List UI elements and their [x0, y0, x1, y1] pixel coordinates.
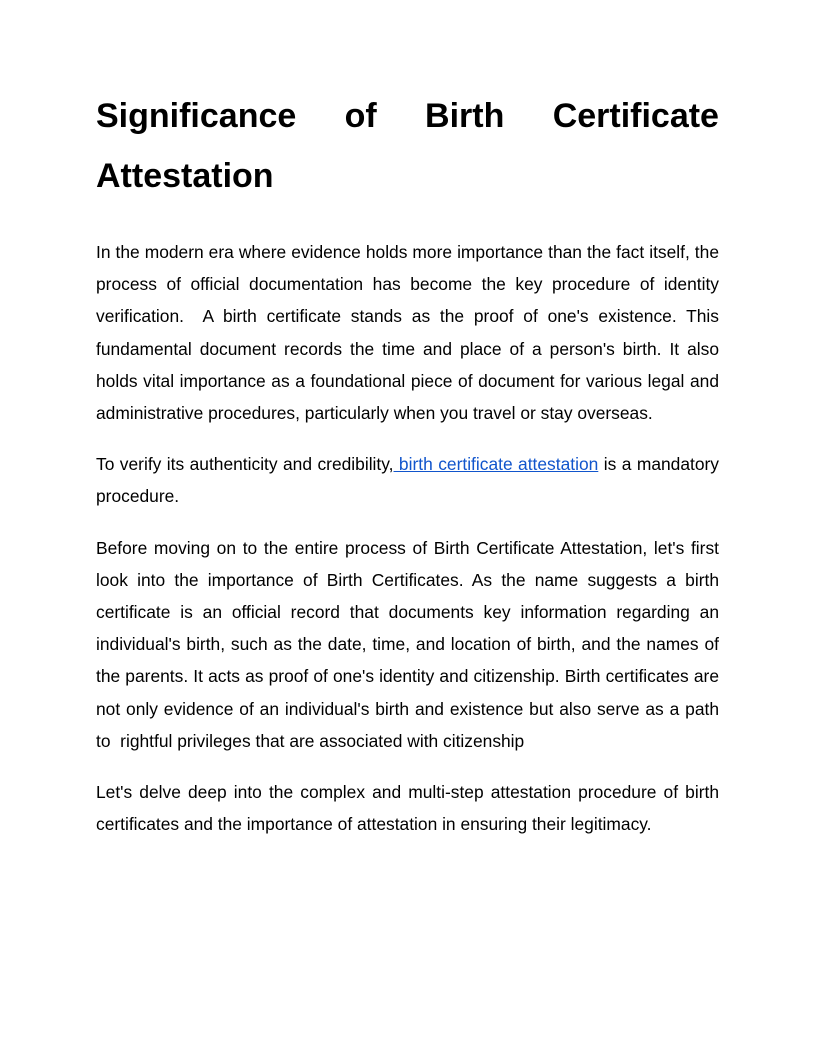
title-line-1 [96, 86, 719, 146]
verification-text-after: is a mandatory procedure. [96, 454, 719, 507]
closing-paragraph: Let's delve deep into the complex and multi-step attestation procedure of birth certificates and the importance of attestation in ensuring their legitimacy. [96, 782, 719, 835]
verification-text-before: To verify its authenticity and credibility, [96, 454, 394, 475]
title-word: of [344, 97, 377, 135]
title-word: Birth [425, 97, 505, 135]
importance-paragraph: Before moving on to the entire process of Birth Certificate Attestation, let's first look into the importance of Birth Certificates. As the name suggests a birth certificate is an official record that documents key information regarding an individual's birth, such as the date, time, and location of birth, and the names of the parents. It acts as proof of one's identity and citizenship. Birth certificates are not only evidence of an individual's birth and existence but also serve as a path to rightful privileges that are associated with citizenship [96, 537, 719, 751]
birth-certificate-attestation-link[interactable]: birth certificate attestation [393, 454, 599, 475]
intro-paragraph: In the modern era where evidence holds more importance than the fact itself, the process of official documentation has become the key procedure of identity verification. A birth certificate stands as the proof of one's existence. This fundamental document records the time and place of a person's birth. It also holds vital importance as a foundational piece of document for various legal and administrative procedures, particularly when you travel or stay overseas. [96, 242, 719, 424]
title-word: Significance [96, 97, 297, 135]
page-title [96, 86, 719, 206]
document-page [96, 86, 719, 840]
title-word: Certificate [552, 97, 719, 135]
title-line-2: Attestation [96, 157, 274, 195]
verification-paragraph [96, 448, 719, 512]
